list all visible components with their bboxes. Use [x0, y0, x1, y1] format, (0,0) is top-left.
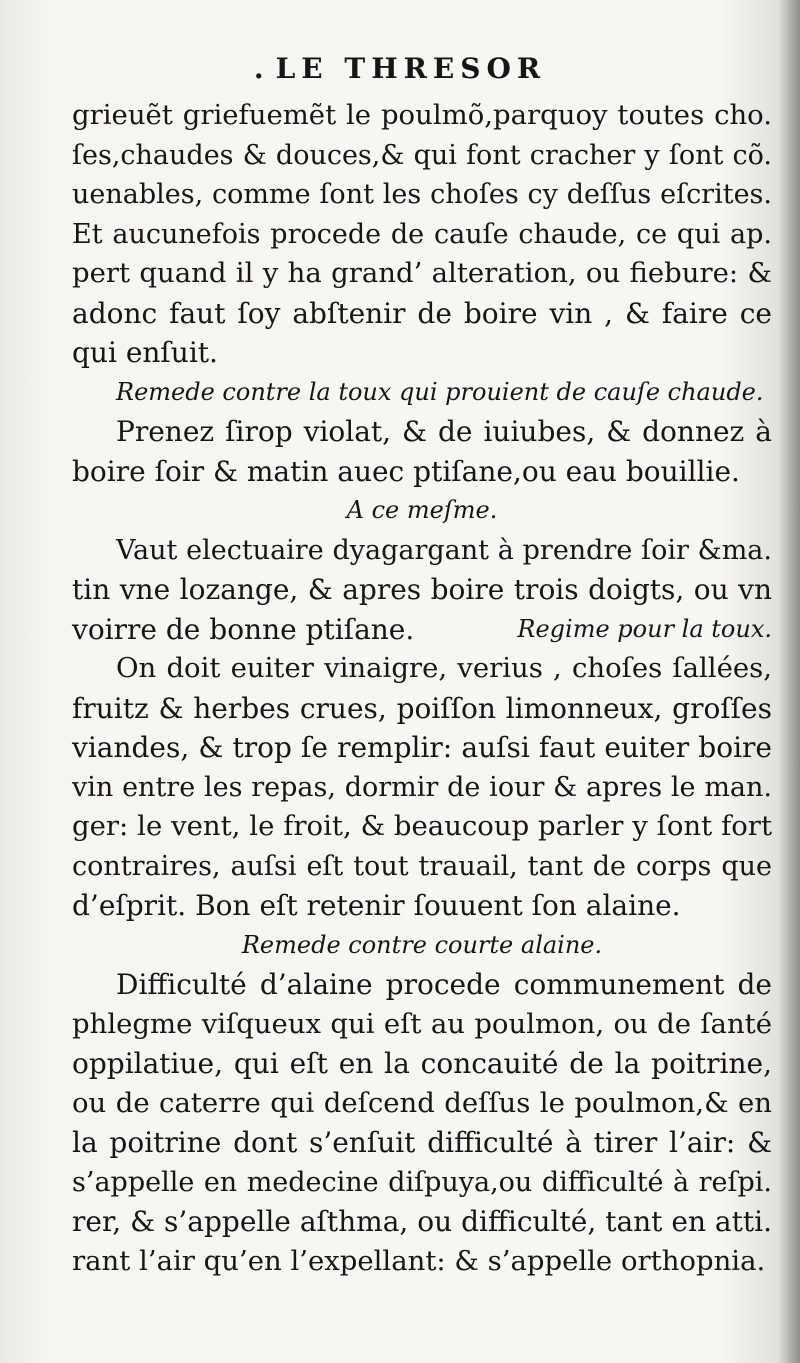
page-text: [72, 96, 772, 1281]
paragraph-1: [72, 96, 772, 373]
text-line: grieuẽt griefuemẽt le poulmõ,parquoy toutes cho.: [72, 99, 772, 131]
text-line: qui enſuit.: [72, 336, 218, 369]
text-line: voirre de bonne ptiſane.: [72, 612, 415, 646]
text-line: On doit euiter vinaigre, verius , choſes ſallées,: [116, 652, 772, 684]
rubric-heading: A ce meſme.: [346, 496, 498, 524]
paragraph-3: [72, 531, 772, 650]
text-line: Prenez ſirop violat, & de iuiubes, & donnez à: [116, 415, 772, 448]
text-line: ſes,chaudes & douces,& qui font cracher y ſont cõ.: [72, 139, 772, 171]
text-line: vin entre les repas, dormir de iour & apres le man.: [72, 771, 772, 803]
text-line: uenables, comme ſont les choſes cy deſſus eſcrites.: [72, 179, 772, 210]
text-line: d’eſprit. Bon eſt retenir ſouuent ſon alaine.: [72, 889, 681, 922]
text-line: boire ſoir & matin auec ptiſane,ou eau bouillie.: [72, 454, 740, 488]
text-line: s’appelle en medecine diſpuya,ou difficulté à reſpi.: [72, 1166, 772, 1198]
text-line: rant l’air qu’en l’expellant: & s’appelle orthopnia.: [72, 1244, 766, 1277]
page-gutter-shadow: [778, 0, 800, 1363]
text-line: contraires, auſsi eſt tout trauail, tant de corps que: [72, 850, 772, 882]
text-line: Vaut electuaire dyagargant à prendre ſoir &ma.: [116, 534, 772, 566]
text-line: fruitz & herbes crues, poiſſon limonneux, groſſes: [72, 691, 772, 725]
rubric-heading: Remede contre courte alaine.: [241, 930, 603, 959]
text-line: Et aucunefois procede de cauſe chaude, ce qui ap.: [72, 218, 772, 250]
header-title: LE THRESOR: [275, 52, 547, 85]
rubric-heading: Regime pour la toux.: [517, 614, 772, 643]
rubric-heading: Remede contre la toux qui prouient de cauſe chaude.: [116, 377, 764, 406]
text-line: ger: le vent, le froit, & beaucoup parler y ſont fort: [72, 810, 772, 842]
text-line: la poitrine dont s’enſuit difficulté à tirer l’air: &: [72, 1126, 772, 1159]
text-line: rer, & s’appelle aſthma, ou difficulté, tant en atti.: [72, 1205, 772, 1238]
text-line: tin vne lozange, & apres boire trois doigts, ou vn: [72, 573, 772, 606]
paragraph-5: [72, 965, 772, 1281]
text-line-with-rubric: [72, 610, 772, 650]
header-dot: .: [253, 52, 264, 85]
paragraph-2: [72, 412, 772, 491]
paragraph-4: [72, 649, 772, 926]
running-header: [0, 52, 800, 85]
text-line: viandes, & trop ſe remplir: auſsi faut euiter boire: [72, 731, 772, 764]
text-line: phlegme viſqueux qui eſt au poulmon, ou de ſanté: [72, 1007, 772, 1040]
text-line: oppilatiue, qui eſt en la concauité de la poitrine,: [72, 1047, 772, 1080]
text-line: Difficulté d’alaine procede communement de: [116, 968, 772, 1001]
text-line: ou de caterre qui deſcend deſſus le poulmon,& en: [72, 1086, 772, 1119]
text-line: pert quand il y ha grand’ alteration, ou fiebure: &: [72, 257, 772, 289]
text-line: adonc faut ſoy abſtenir de boire vin , & faire ce: [72, 296, 772, 330]
